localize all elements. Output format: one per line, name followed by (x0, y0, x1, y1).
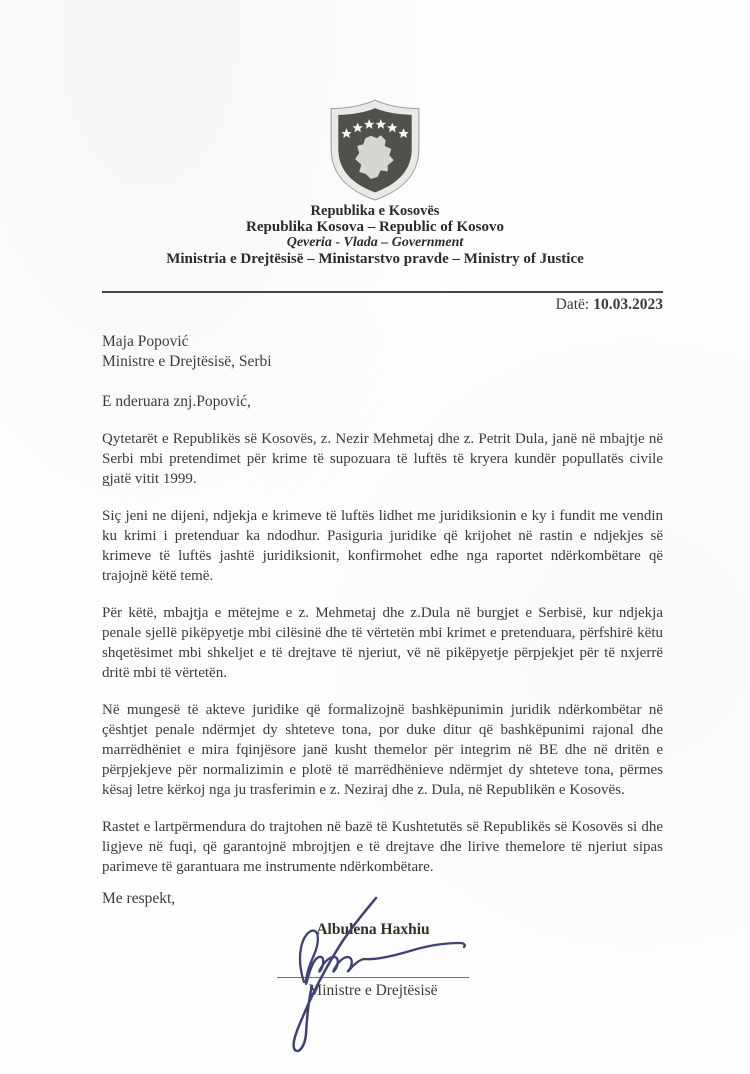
body-paragraph-5: Rastet e lartpërmendura do trajtohen në bazë të Kushtetutës së Republikës së Kosovës si dhe ligjeve në fuqi, që garantojnë mbrojtjen e të drejtave dhe lirive themelore të njeriut sipas parimeve të garantuara me instrumente ndërkombëtare. (102, 819, 663, 875)
closing-phrase: Me respekt, (102, 890, 176, 907)
body-paragraph-2: Siç jeni ne dijeni, ndjekja e krimeve të luftës lidhet me juridiksionin e ky i fundit me vendin ku krimi i pretenduar ka ndodhur. Pasiguria juridike që krijohet në rastin e ndjekjes së krimeve të luftës jashtë juridiksionit, konfirmohet edhe nga raportet ndërkombëtare që trajojnë këtë temë. (102, 508, 663, 584)
date-label: Datë: (555, 296, 590, 313)
body-paragraph-4: Në mungesë të akteve juridike që formalizojnë bashkëpunimin juridik ndërkombëtar në çështjet penale ndërmjet dy shteteve tona, por duke ditur që bashkëpunimi rajonal dhe marrëdhëniet e mira fqinjësore janë kusht themelor për integrim në BE dhe në dritën e përpjekjeve për normalizimin e plotë të marrëdhënieve ndërmjet dy shteteve tona, përmes kësaj letre kërkoj nga ju trasferimin e z. Neziraj dhe z. Dula, në Republikën e Kosovës. (102, 702, 663, 798)
body-paragraph-1: Qytetarët e Republikës së Kosovës, z. Nezir Mehmetaj dhe z. Petrit Dula, janë në mbajtje në Serbi mbi pretendimet për krime të supozuara të luftës të kryera kundër popullatës civile gjatë vitit 1999. (102, 431, 663, 487)
signature-line (277, 977, 469, 978)
salutation: E nderuara znj.Popović, (102, 393, 251, 410)
letterhead-line-ministry: Ministria e Drejtësisë – Ministarstvo pravde – Ministry of Justice (166, 250, 584, 267)
letterhead-line-republic-sq: Republika e Kosovës (310, 203, 440, 219)
signatory-name: Albulena Haxhiu (316, 921, 430, 938)
shield-icon (324, 98, 426, 202)
letterhead (0, 203, 750, 268)
letter-body (102, 291, 663, 909)
header-divider (102, 291, 663, 293)
recipient-title: Ministre e Drejtësisë, Serbi (102, 353, 272, 370)
letterhead-line-republic-multi: Republika Kosova – Republic of Kosovo (246, 219, 504, 235)
signature-block (268, 920, 478, 1001)
signatory-title: Ministre e Drejtësisë (308, 982, 438, 999)
recipient-name: Maja Popović (102, 333, 189, 350)
recipient-block (102, 332, 663, 372)
body-paragraph-3: Për këtë, mbajtja e mëtejme e z. Mehmetaj dhe z.Dula në burgjet e Serbisë, kur ndjekja penale sjellë pikëpyetje mbi cilësinë dhe të vërtetën mbi krimet e pretenduara, përfshirë këtu shqetësimet mbi shkeljet e të drejtave të njeriut, vë në pikëpyetje përpjekjet për të nxjerrë dritë mbi të vërtetën. (102, 605, 663, 681)
letterhead-line-government: Qeveria - Vlada – Government (286, 235, 464, 250)
date-line (102, 295, 663, 315)
kosovo-coat-of-arms (324, 98, 426, 202)
date-value: 10.03.2023 (593, 296, 663, 313)
